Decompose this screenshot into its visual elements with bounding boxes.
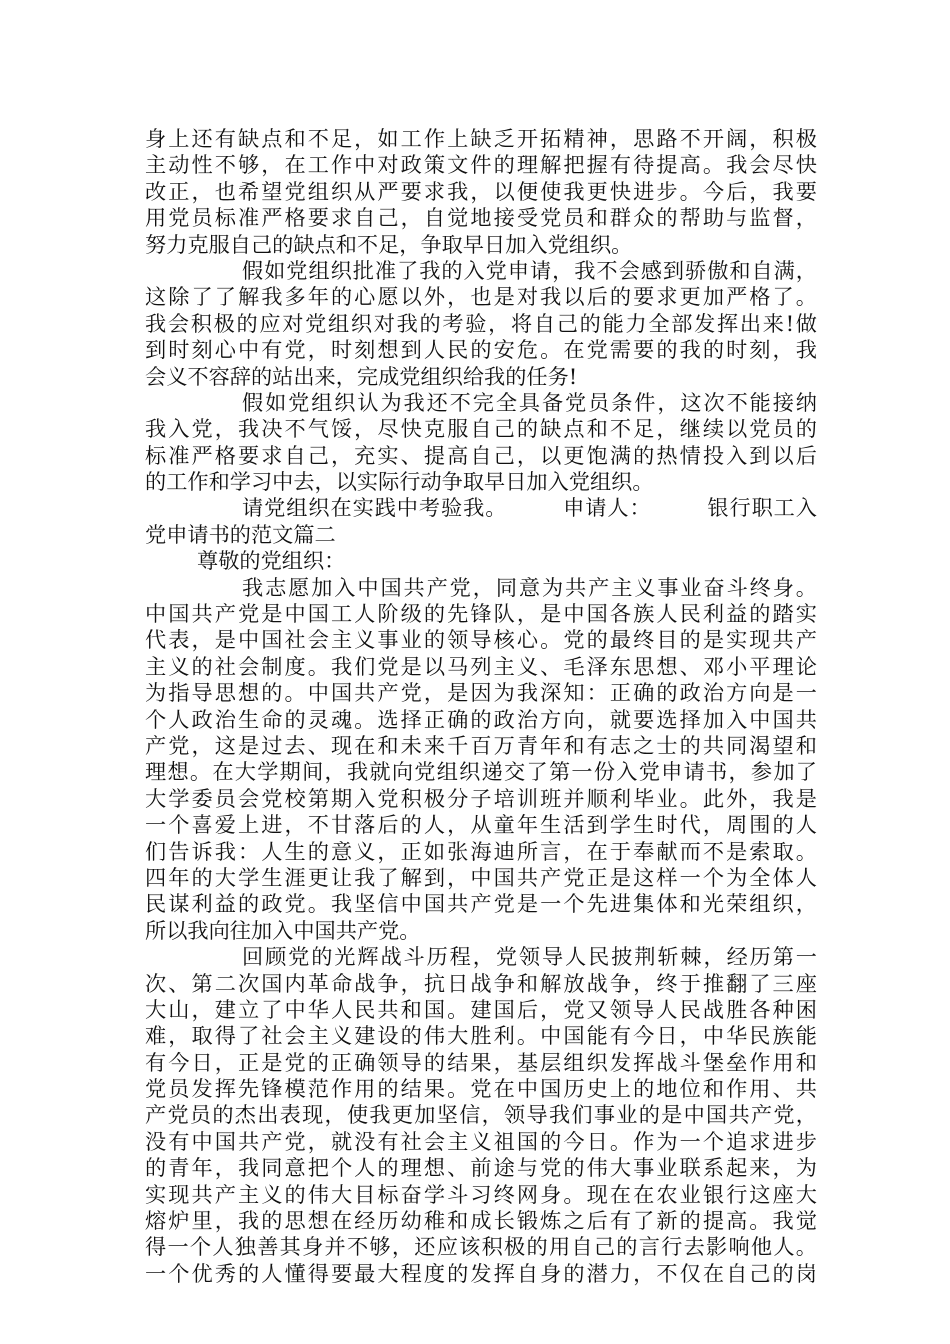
text-line: 改正，也希望党组织从严要求我，以便使我更快进步。今后，我要 xyxy=(145,178,817,204)
document-body xyxy=(145,126,817,1287)
text-line: 没有中国共产党，就没有社会主义祖国的今日。作为一个追求进步 xyxy=(145,1128,817,1154)
text-line: 的青年，我同意把个人的理想、前途与党的伟大事业联系起来，为 xyxy=(145,1155,817,1181)
text-line: 这除了了解我多年的心愿以外，也是对我以后的要求更加严格了。 xyxy=(145,284,817,310)
text-line: 党申请书的范文篇二 xyxy=(145,521,336,547)
text-line: 个人政治生命的灵魂。选择正确的政治方向，就要选择加入中国共 xyxy=(145,706,817,732)
text-line: 回顾党的光辉战斗历程，党领导人民披荆斩棘，经历第一 xyxy=(242,944,817,970)
text-line: 中国共产党是中国工人阶级的先锋队，是中国各族人民利益的踏实 xyxy=(145,601,817,627)
text-line: 难，取得了社会主义建设的伟大胜利。中国能有今日，中华民族能 xyxy=(145,1023,817,1049)
text-line: 我会积极的应对党组织对我的考验，将自己的能力全部发挥出来!做 xyxy=(145,310,817,336)
text-line: 尊敬的党组织： xyxy=(197,548,346,574)
text-line: 民谋利益的政党。我坚信中国共产党是一个先进集体和光荣组织， xyxy=(145,891,817,917)
text-line: 大山，建立了中华人民共和国。建国后，党又领导人民战胜各种困 xyxy=(145,996,817,1022)
text-line: 实现共产主义的伟大目标奋学斗习终网身。现在在农业银行这座大 xyxy=(145,1181,817,1207)
text-line: 次、第二次国内革命战争，抗日战争和解放战争，终于推翻了三座 xyxy=(145,970,817,996)
text-line: 用党员标准严格要求自己，自觉地接受党员和群众的帮助与监督， xyxy=(145,205,817,231)
text-line: 主义的社会制度。我们党是以马列主义、毛泽东思想、邓小平理论 xyxy=(145,653,817,679)
text-line: 产党，这是过去、现在和未来千百万青年和有志之士的共同渴望和 xyxy=(145,732,817,758)
text-line: 我入党，我决不气馁，尽快克服自己的缺点和不足，继续以党员的 xyxy=(145,416,817,442)
text-line: 为指导思想的。中国共产党，是因为我深知：正确的政治方向是一 xyxy=(145,680,817,706)
text-line: 产党员的杰出表现，使我更加坚信，领导我们事业的是中国共产党， xyxy=(145,1102,817,1128)
text-line: 请党组织在实践中考验我。 申请人： 银行职工入 xyxy=(242,495,817,521)
text-line: 一个喜爱上进，不甘落后的人，从童年生活到学生时代，周围的人 xyxy=(145,812,817,838)
text-line: 们告诉我：人生的意义，正如张海迪所言，在于奉献而不是索取。 xyxy=(145,838,817,864)
text-line: 主动性不够，在工作中对政策文件的理解把握有待提高。我会尽快 xyxy=(145,152,817,178)
text-line: 得一个人独善其身并不够，还应该积极的用自己的言行去影响他人。 xyxy=(145,1234,817,1260)
text-line: 代表，是中国社会主义事业的领导核心。党的最终目的是实现共产 xyxy=(145,627,817,653)
text-line: 假如党组织认为我还不完全具备党员条件，这次不能接纳 xyxy=(242,389,817,415)
text-line: 一个优秀的人懂得要最大程度的发挥自身的潜力，不仅在自己的岗 xyxy=(145,1260,817,1286)
text-line: 我志愿加入中国共产党，同意为共产主义事业奋斗终身。 xyxy=(242,574,817,600)
text-line: 四年的大学生涯更让我了解到，中国共产党正是这样一个为全体人 xyxy=(145,864,817,890)
text-line: 有今日，正是党的正确领导的结果，基层组织发挥战斗堡垒作用和 xyxy=(145,1049,817,1075)
text-line: 标准严格要求自己，充实、提高自己，以更饱满的热情投入到以后 xyxy=(145,442,817,468)
text-line: 所以我向往加入中国共产党。 xyxy=(145,917,421,943)
text-line: 党员发挥先锋模范作用的结果。党在中国历史上的地位和作用、共 xyxy=(145,1076,817,1102)
text-line: 大学委员会党校第期入党积极分子培训班并顺利毕业。此外，我是 xyxy=(145,785,817,811)
text-line: 熔炉里，我的思想在经历幼稚和成长锻炼之后有了新的提高。我觉 xyxy=(145,1208,817,1234)
text-line: 的工作和学习中去，以实际行动争取早日加入党组织。 xyxy=(145,469,654,495)
text-line: 身上还有缺点和不足，如工作上缺乏开拓精神，思路不开阔，积极 xyxy=(145,126,817,151)
text-line: 努力克服自己的缺点和不足，争取早日加入党组织。 xyxy=(145,231,633,257)
text-line: 假如党组织批准了我的入党申请，我不会感到骄傲和自满， xyxy=(242,257,817,283)
text-line: 到时刻心中有党，时刻想到人民的安危。在党需要的我的时刻，我 xyxy=(145,337,817,363)
text-line: 理想。在大学期间，我就向党组织递交了第一份入党申请书，参加了 xyxy=(145,759,817,785)
text-line: 会义不容辞的站出来，完成党组织给我的任务! xyxy=(145,363,578,389)
